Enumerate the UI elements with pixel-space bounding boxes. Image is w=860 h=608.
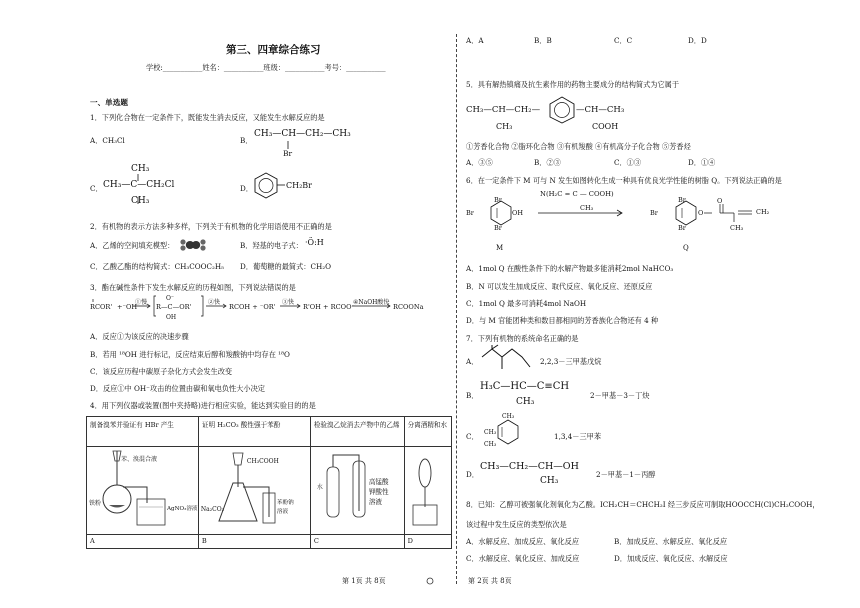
reagent-n-formula: N(H₂C = C — COOH) (540, 190, 614, 198)
q2-option-b: B．羟基的电子式： (240, 241, 303, 250)
q2-stem: 2．有机物的表示方法多种多样，下列关于有机物的化学用语使用不正确的是 (90, 222, 332, 231)
q1-d-substituent: CH₂Br (286, 181, 313, 190)
q1-option-a: A．CH₃Cl (90, 136, 125, 145)
apparatus-a-cell (87, 447, 199, 535)
q6-stem: 6．在一定条件下 M 可与 N 发生如图转化生成一种具有优良光学性能的树脂 Q。下列说法正确的是 (466, 176, 782, 185)
apparatus-b-cell (198, 447, 310, 535)
q7-b-name: 2－甲基－3－丁炔 (590, 391, 650, 400)
c-methyl-bottom: CH₃ (484, 441, 497, 448)
reagent-n-sub: CH₃ (580, 204, 594, 212)
q1-c-top: CH₃ (131, 164, 150, 174)
apparatus-b-label: CH₃COOH (246, 458, 279, 465)
q3-option-d: D．反应①中 OH⁻攻击的位置由碳和氧电负性大小决定 (90, 384, 265, 393)
q4-answer-b: B．B (534, 36, 552, 45)
q8-option-a: A．水解反应、加成反应、氧化反应 (466, 537, 580, 546)
q-label: Q (683, 244, 689, 252)
q1-c-bottom: CH₃ (131, 196, 150, 206)
m-oh: OH (512, 209, 523, 217)
q-carbonyl-oxygen: O (717, 197, 723, 205)
q6-option-b: B．N 可以发生加成反应、取代反应、氧化反应、还原反应 (466, 282, 653, 291)
scheme-intermediate: R—C—OR' (156, 303, 192, 311)
table-option: A (87, 535, 199, 549)
m-br-bottom: Br (494, 224, 502, 232)
q2-option-d: D．葡萄糖的最简式：CH₂O (240, 262, 331, 271)
apparatus-a-label: 苯、溴混合液 (121, 456, 158, 463)
q-br-top: Br (678, 196, 686, 204)
q1-b-structure: CH₃—CH—CH₂—CH₃ (254, 129, 351, 139)
q7-stem: 7．下列有机物的系统命名正确的是 (466, 334, 579, 343)
apparatus-b-label: Na₂CO₃ (200, 506, 225, 513)
apparatus-c-cell (310, 447, 404, 535)
ethylene-model-icon (179, 239, 207, 251)
page-number-right: 第 2页 共 8页 (468, 577, 512, 585)
scheme-intermediate-bottom: OH (166, 314, 177, 321)
q7-d-name: 2－甲基－1－丙醇 (596, 470, 656, 479)
right-page (430, 0, 860, 608)
q1-c-main: CH₃—C—CH₂Cl (103, 180, 175, 190)
q-ester-oxygen: O (698, 209, 704, 217)
q3-stem: 3．酯在碱性条件下发生水解反应的历程如图，下列说法错误的是 (90, 283, 296, 292)
scheme-product3: R'OH + RCOO⁻ (303, 303, 355, 311)
q5-stem: 5．具有解热镇痛及抗生素作用的药物主要成分的结构简式为它属于 (466, 80, 680, 89)
student-info-line: 学校:___________姓名：___________班级：___________考号：___________ (146, 63, 386, 72)
q5-option-a: A．③⑤ (466, 158, 493, 167)
q4-answer-d: D．D (688, 36, 707, 45)
q1-b-substituent: Br (283, 149, 293, 158)
q7-b-sub: CH₃ (516, 397, 535, 407)
q5-structure-left-sub: CH₃ (496, 122, 513, 131)
q4-answer-c: C．C (614, 36, 633, 45)
page-number-left: 第 1页 共 8页 (342, 577, 386, 585)
q1-option-c: C． (90, 184, 103, 193)
q5-option-c: C．①③ (614, 158, 642, 167)
q7-option-b: B． (466, 391, 479, 400)
scheme-hydroxide: +⁻OH (117, 303, 138, 311)
apparatus-c-label: 水 (316, 484, 323, 491)
q7-option-d: D． (466, 470, 479, 479)
apparatus-c-label: 高锰酸钾酸性溶液 (368, 478, 389, 506)
q8-option-c: C．水解反应、氧化反应、加成反应 (466, 554, 580, 563)
q5-structure-right-sub: COOH (592, 122, 619, 131)
q5-option-b: B．②③ (534, 158, 561, 167)
scheme-step2-label: ②快 (208, 299, 221, 306)
hydroxyl-electron-formula: ·Ö:H (305, 238, 324, 247)
section-heading: 一、单选题 (90, 98, 128, 107)
binding-circle-icon (426, 577, 434, 585)
table-header: 检验溴乙烷消去产物中的乙烯 (310, 417, 404, 447)
table-header: 分离酒精和水 (404, 417, 451, 447)
q1-option-d: D． (240, 184, 253, 193)
q7-a-name: 2,2,3－三甲基戊烷 (540, 357, 602, 366)
apparatus-b-label: 苯酚钠溶液 (276, 500, 294, 515)
q8-option-d: D．加成反应、氧化反应、水解反应 (614, 554, 728, 563)
table-header: 制备溴苯并验证有 HBr 产生 (87, 417, 199, 447)
q2-option-a: A．乙烯的空间填充模型： (90, 241, 175, 250)
scheme-product4: RCOONa (393, 303, 424, 311)
q-ch2: CH₂ (756, 208, 770, 216)
q3-option-b: B．若用 ¹⁸OH 进行标记，反应结束后醇和羧酸钠中均存在 ¹⁸O (90, 350, 290, 359)
apparatus-table (86, 416, 452, 549)
q-ch3: CH₃ (730, 224, 744, 232)
page-title: 第三、四章综合练习 (226, 44, 321, 56)
apparatus-a-label: AgNO₃溶液 (167, 506, 198, 512)
scheme-step3-label: ③快 (282, 299, 295, 306)
apparatus-a-label: 铁粉 (89, 500, 102, 507)
q7-option-a: A． (466, 357, 479, 366)
c-methyl-top: CH₃ (502, 413, 515, 420)
scheme-step4-label: ④NaOH酸快 (353, 299, 390, 306)
q8-option-b: B．加成反应、水解反应、氧化反应 (614, 537, 728, 546)
q7-d-sub: CH₃ (540, 476, 559, 486)
q6-option-c: C．1mol Q 最多可消耗4mol NaOH (466, 299, 587, 308)
q8-stem-2: 该过程中发生反应的类型依次是 (466, 520, 567, 529)
skeletal-formula-icon (480, 345, 534, 375)
q4-answer-a: A．A (466, 36, 484, 45)
q5-structure-right: —CH—CH₃ (576, 105, 625, 115)
q5-structure-left: CH₃—CH—CH₂— (466, 105, 541, 115)
table-option: B (198, 535, 310, 549)
q2-option-c: C．乙酸乙酯的结构简式：CH₃COOC₂H₅ (90, 262, 225, 271)
scheme-product2: RCOH + ⁻OR' (229, 303, 276, 311)
q3-option-a: A．反应①为该反应的决速步骤 (90, 332, 189, 341)
table-option: D (404, 535, 451, 549)
q8-stem: 8．已知：乙醇可被强氧化剂氧化为乙酸。ICH₂CH＝CHCH₂I 经三步反应可制取HOOCCH(Cl)CH₂COOH， (466, 500, 820, 509)
q-br-bottom: Br (678, 224, 686, 232)
q6-option-d: D．与 M 官能团种类和数目都相同的芳香族化合物还有 4 种 (466, 316, 659, 325)
m-label: M (496, 244, 504, 252)
q-br-left: Br (650, 209, 658, 217)
q1-b-bond (287, 141, 289, 149)
q7-b-formula: H₃C—HC—C≡CH (480, 381, 570, 392)
scheme-step1-label: ①慢 (135, 299, 148, 306)
scheme-intermediate-top: O⁻ (166, 295, 175, 302)
q1-c-bonds (137, 174, 139, 206)
table-option: C (310, 535, 404, 549)
q1-stem: 1．下列化合物在一定条件下，既能发生消去反应，又能发生水解反应的是 (90, 113, 325, 122)
q7-c-name: 1,3,4－三甲苯 (554, 432, 602, 441)
q7-d-formula: CH₃—CH₂—CH—OH (480, 461, 579, 472)
q3-option-c: C．该反应历程中碳原子杂化方式会发生改变 (90, 367, 233, 376)
scheme-reactant: RCOR' (90, 303, 113, 311)
table-header: 证明 H₂CO₃ 酸性强于苯酚 (198, 417, 310, 447)
q5-option-d: D．①④ (688, 158, 716, 167)
q4-stem: 4．用下列仪器或装置(图中夹持略)进行相应实验，能达到实验目的的是 (90, 401, 316, 410)
q7-option-c: C． (466, 432, 479, 441)
q1-option-b: B． (240, 136, 253, 145)
q6-option-a: A．1mol Q 在酸性条件下的水解产物最多能消耗2mol NaHCO₃ (466, 264, 674, 273)
m-br-left: Br (466, 209, 474, 217)
c-methyl-left: CH₃ (484, 429, 497, 436)
q5-choices: ①芳香化合物 ②脂环化合物 ③有机羧酸 ④有机高分子化合物 ⑤芳香烃 (466, 142, 691, 151)
m-br-top: Br (494, 196, 502, 204)
